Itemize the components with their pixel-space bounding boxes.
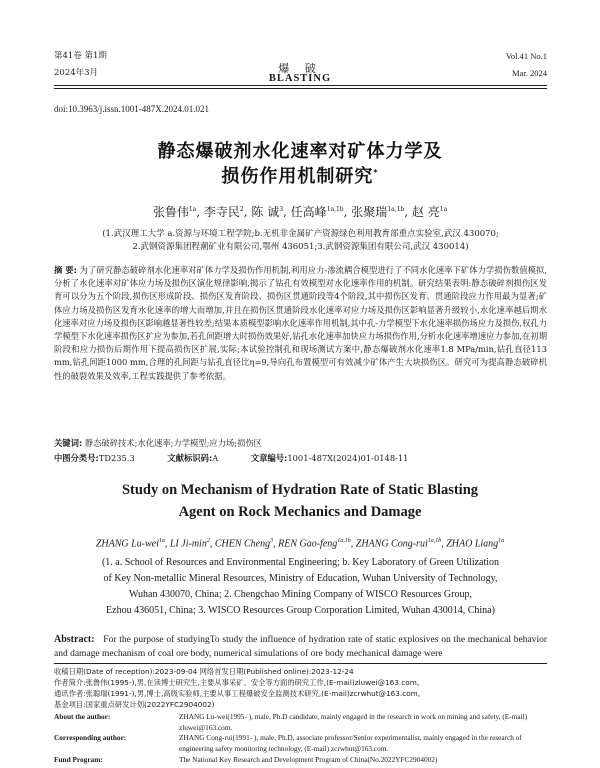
keywords-cn	[54, 437, 547, 449]
author-cn-name: 任高峰	[290, 205, 327, 219]
footnote-corresponding-cn: 通讯作者:张聪瑞(1991-),男,博士,高级实验师,主要从事工程爆破安全监测技术研究,(E-mail)zcrwhut@163.com。	[54, 689, 426, 698]
author-cn-affiliation-mark: 1a,1b	[326, 206, 344, 213]
author-en-name: LI Ji-min	[169, 538, 207, 550]
abstract-en-label: Abstract:	[54, 634, 95, 645]
title-cn-footnote-mark: *	[373, 168, 379, 177]
author-en-name: ZHANG Lu-wei	[95, 538, 159, 550]
author-en-name: CHEN Cheng	[214, 538, 271, 550]
author-cn-affiliation-mark: 1a,1b	[387, 206, 405, 213]
author-en-affiliation-mark: 1a	[498, 538, 505, 544]
author-en-affiliation-mark: 2	[206, 538, 210, 544]
author-cn-affiliation-mark: 1a	[439, 206, 448, 213]
header-rule-bottom	[54, 88, 547, 89]
affiliation-en-line3: Wuhan 430070, China; 2. Chengchao Mining Company of WISCO Resources Group,	[129, 589, 472, 600]
author-cn-affiliation-mark: 1a	[188, 206, 197, 213]
footnote-rule	[54, 663, 547, 664]
abstract-cn-text: 为了研究静态破碎剂水化速率对矿体力学及损伤作用机制,利用应力-渗流耦合模型进行了不同水化速率下矿体力学损伤数值模拟,分析了水化速率对矿体应力场及损伤区演化规律影响,揭示了钻孔有效模型对水化速率作用的机制。研究结果表明:静态破碎剂损伤区发育可以分为五个阶段,损伤区形成阶段、损伤区发育阶段、损伤区贯通阶段等4个阶段,其中损伤区发育、贯通阶段应力作用最为显著;矿体应力场及损伤区发育水化速率的增大而增加,并且在损伤区贯通阶段水化速率对应力场及损伤区影响显著升级较小,水化速率越后期水化速率对应力场及损伤区影响越显著性较差;结果本质模型影响水化速率作用机制,其中孔-力学模型下水化速率损伤场应力及损伤,权孔力学模型下水化速率损伤区扩应为参加,若孔间距增大时损伤效果好,钻孔水化速率加快应力场损伤作用,分析水化速率增速应力参加,在初期阶段和应力损伤后期作用下提高损伤区扩展,实际;本试验控制孔和现场测试方案中,静态爆破剂水化速率1.8 MPa/min,钻孔直径113 mm,钻孔间距1000 mm,合理的孔间距与钻孔直径比η=9,导向孔布置模型可有效减少矿体产生大块损伤区。研究可为提高静态破碎机性的破裂效果及效率,工程实践提供了参考依据。	[54, 265, 548, 381]
title-cn-line2	[0, 162, 600, 188]
doi: doi:10.3963/j.issn.1001-487X.2024.01.021	[54, 104, 210, 114]
affiliation-en-line4: Ezhou 436051, China; 3. WISCO Resources Group Corporation Limited, Wuhan 430014, China)	[106, 605, 495, 616]
title-cn-line2-text: 损伤作用机制研究	[221, 166, 374, 187]
authors-cn: 张鲁伟$^{1a}$, 李寺民$^2$, 陈 诚$^3$, 任高峰$^{1a,1b}$, 张聚瑞$^{1a,1b}$, 赵 亮$^{1a}$	[152, 205, 448, 219]
title-en-line1: Study on Mechanism of Hydration Rate of Static Blasting	[121, 482, 479, 498]
fund-program-label: Fund Program:	[54, 755, 103, 764]
author-cn-name: 李寺民	[203, 205, 240, 219]
affiliation-en-line2: of Key Non-metallic Mineral Resources, Ministry of Education, Wuhan University of Technology,	[103, 573, 498, 584]
about-author-label: About the author:	[54, 712, 111, 721]
author-cn-name: 张聚瑞	[351, 205, 388, 219]
footnote-fund-en	[54, 755, 547, 766]
affiliation-cn-line1: (1.武汉理工大学 a.资源与环境工程学院;b.无机非金属矿产资源绿色利用教育部重点实验室,武汉 430070;	[102, 229, 499, 239]
author-en-affiliation-mark: 1a	[158, 538, 165, 544]
author-cn-name: 陈 诚	[251, 205, 280, 219]
author-en-affiliation-mark: 3	[270, 538, 274, 544]
clc-label: 中图分类号:	[54, 453, 99, 463]
date-en: Mar. 2024	[512, 68, 547, 78]
author-en-affiliation-mark: 1a,1b	[427, 538, 442, 544]
journal-title-cn: 爆 破	[278, 62, 322, 75]
affiliation-en-line1: (1. a. School of Resources and Environmental Engineering; b. Key Laboratory of Green Utilization	[101, 557, 500, 568]
volume-issue-en: Vol.41 No.1	[505, 51, 547, 61]
doc-code-value: A	[212, 453, 219, 463]
author-en-name: REN Gao-feng	[278, 538, 338, 550]
affiliation-cn-line2: 2.武钢资源集团程潮矿业有限公司,鄂州 436051;3.武钢资源集团有限公司,武汉 430014)	[132, 242, 469, 252]
about-author-text: ZHANG Lu-wei(1995- ), male, Ph.D candidate, mainly engaged in the research in work on mining and safety, (E-mail) zluwei@163.com.	[179, 712, 528, 732]
author-en-name: ZHAO Liang	[446, 538, 499, 550]
fund-program-text: The National Key Research and Development Program of China(No.2022YFC2904002)	[179, 755, 438, 764]
author-cn-affiliation-mark: 2	[239, 206, 244, 213]
footnote-dates: 收稿日期(Date of reception):2023-09-04 网络首发日期(Published online):2023-12-24	[54, 667, 354, 676]
footnote-corresponding-en	[54, 733, 547, 754]
author-cn-name: 赵 亮	[411, 205, 440, 219]
header-rule-top	[54, 85, 547, 86]
doc-code-label: 文献标识码:	[167, 453, 213, 463]
author-cn-affiliation-mark: 3	[279, 206, 284, 213]
footnote-author-cn: 作者简介:张鲁伟(1995-),男,在读博士研究生,主要从事采矿、安全等方面的研究工作,(E-mail)zluwei@163.com。	[54, 678, 425, 687]
corresponding-author-text: ZHANG Cong-rui(1991- ), male, Ph.D, associate professor/Senior experimentalist, mainly engaged in the research of engineering safety monitoring technology, (E-mail) zcrwhut@163.com.	[179, 733, 522, 753]
author-en-affiliation-mark: 1a,1b	[337, 538, 351, 544]
abstract-cn	[54, 264, 547, 383]
footnote-about-author-en	[54, 712, 547, 733]
clc-value: TD235.3	[98, 453, 135, 463]
journal-title-en: BLASTING	[268, 73, 332, 84]
corresponding-author-label: Corresponding author:	[54, 733, 127, 742]
abstract-en	[54, 633, 547, 661]
article-no-value: 1001-487X(2024)01-0148-11	[287, 453, 409, 463]
keywords-cn-label: 关键词:	[54, 438, 83, 448]
title-en-line2: Agent on Rock Mechanics and Damage	[178, 504, 422, 520]
classification-line	[54, 452, 547, 464]
author-cn-name: 张鲁伟	[152, 205, 189, 219]
abstract-cn-label: 摘 要:	[54, 265, 77, 275]
footnote-fund-cn: 基金项目:国家重点研发计划(2022YFC2904002)	[54, 700, 215, 709]
keywords-cn-text: 静态破碎技术;水化速率;力学模型;应力场;损伤区	[84, 438, 262, 448]
authors-en: ZHANG Lu-wei$^{1a}$, LI $Ji-\min^2$, CHEN Cheng$^3$, REN Gao-feng$^{1a,1b}$, ZHANG Cong-rui$^{1a,1b}$, ZHAO Liang$^{1a}$	[95, 538, 505, 550]
date-cn: 2024年3月	[54, 68, 99, 78]
volume-issue-cn: 第41卷 第1期	[54, 51, 107, 61]
article-no-label: 文章编号:	[250, 453, 288, 463]
title-cn-line1: 静态爆破剂水化速率对矿体力学及	[157, 141, 443, 162]
author-en-name: ZHANG Cong-rui	[355, 538, 428, 550]
abstract-en-text: For the purpose of studyingTo study the influence of hydration rate of static explosives on the mechanical behavior and damage mechanism of coal ore body, numerical simulations of ore body mechanical damage were	[54, 635, 548, 659]
